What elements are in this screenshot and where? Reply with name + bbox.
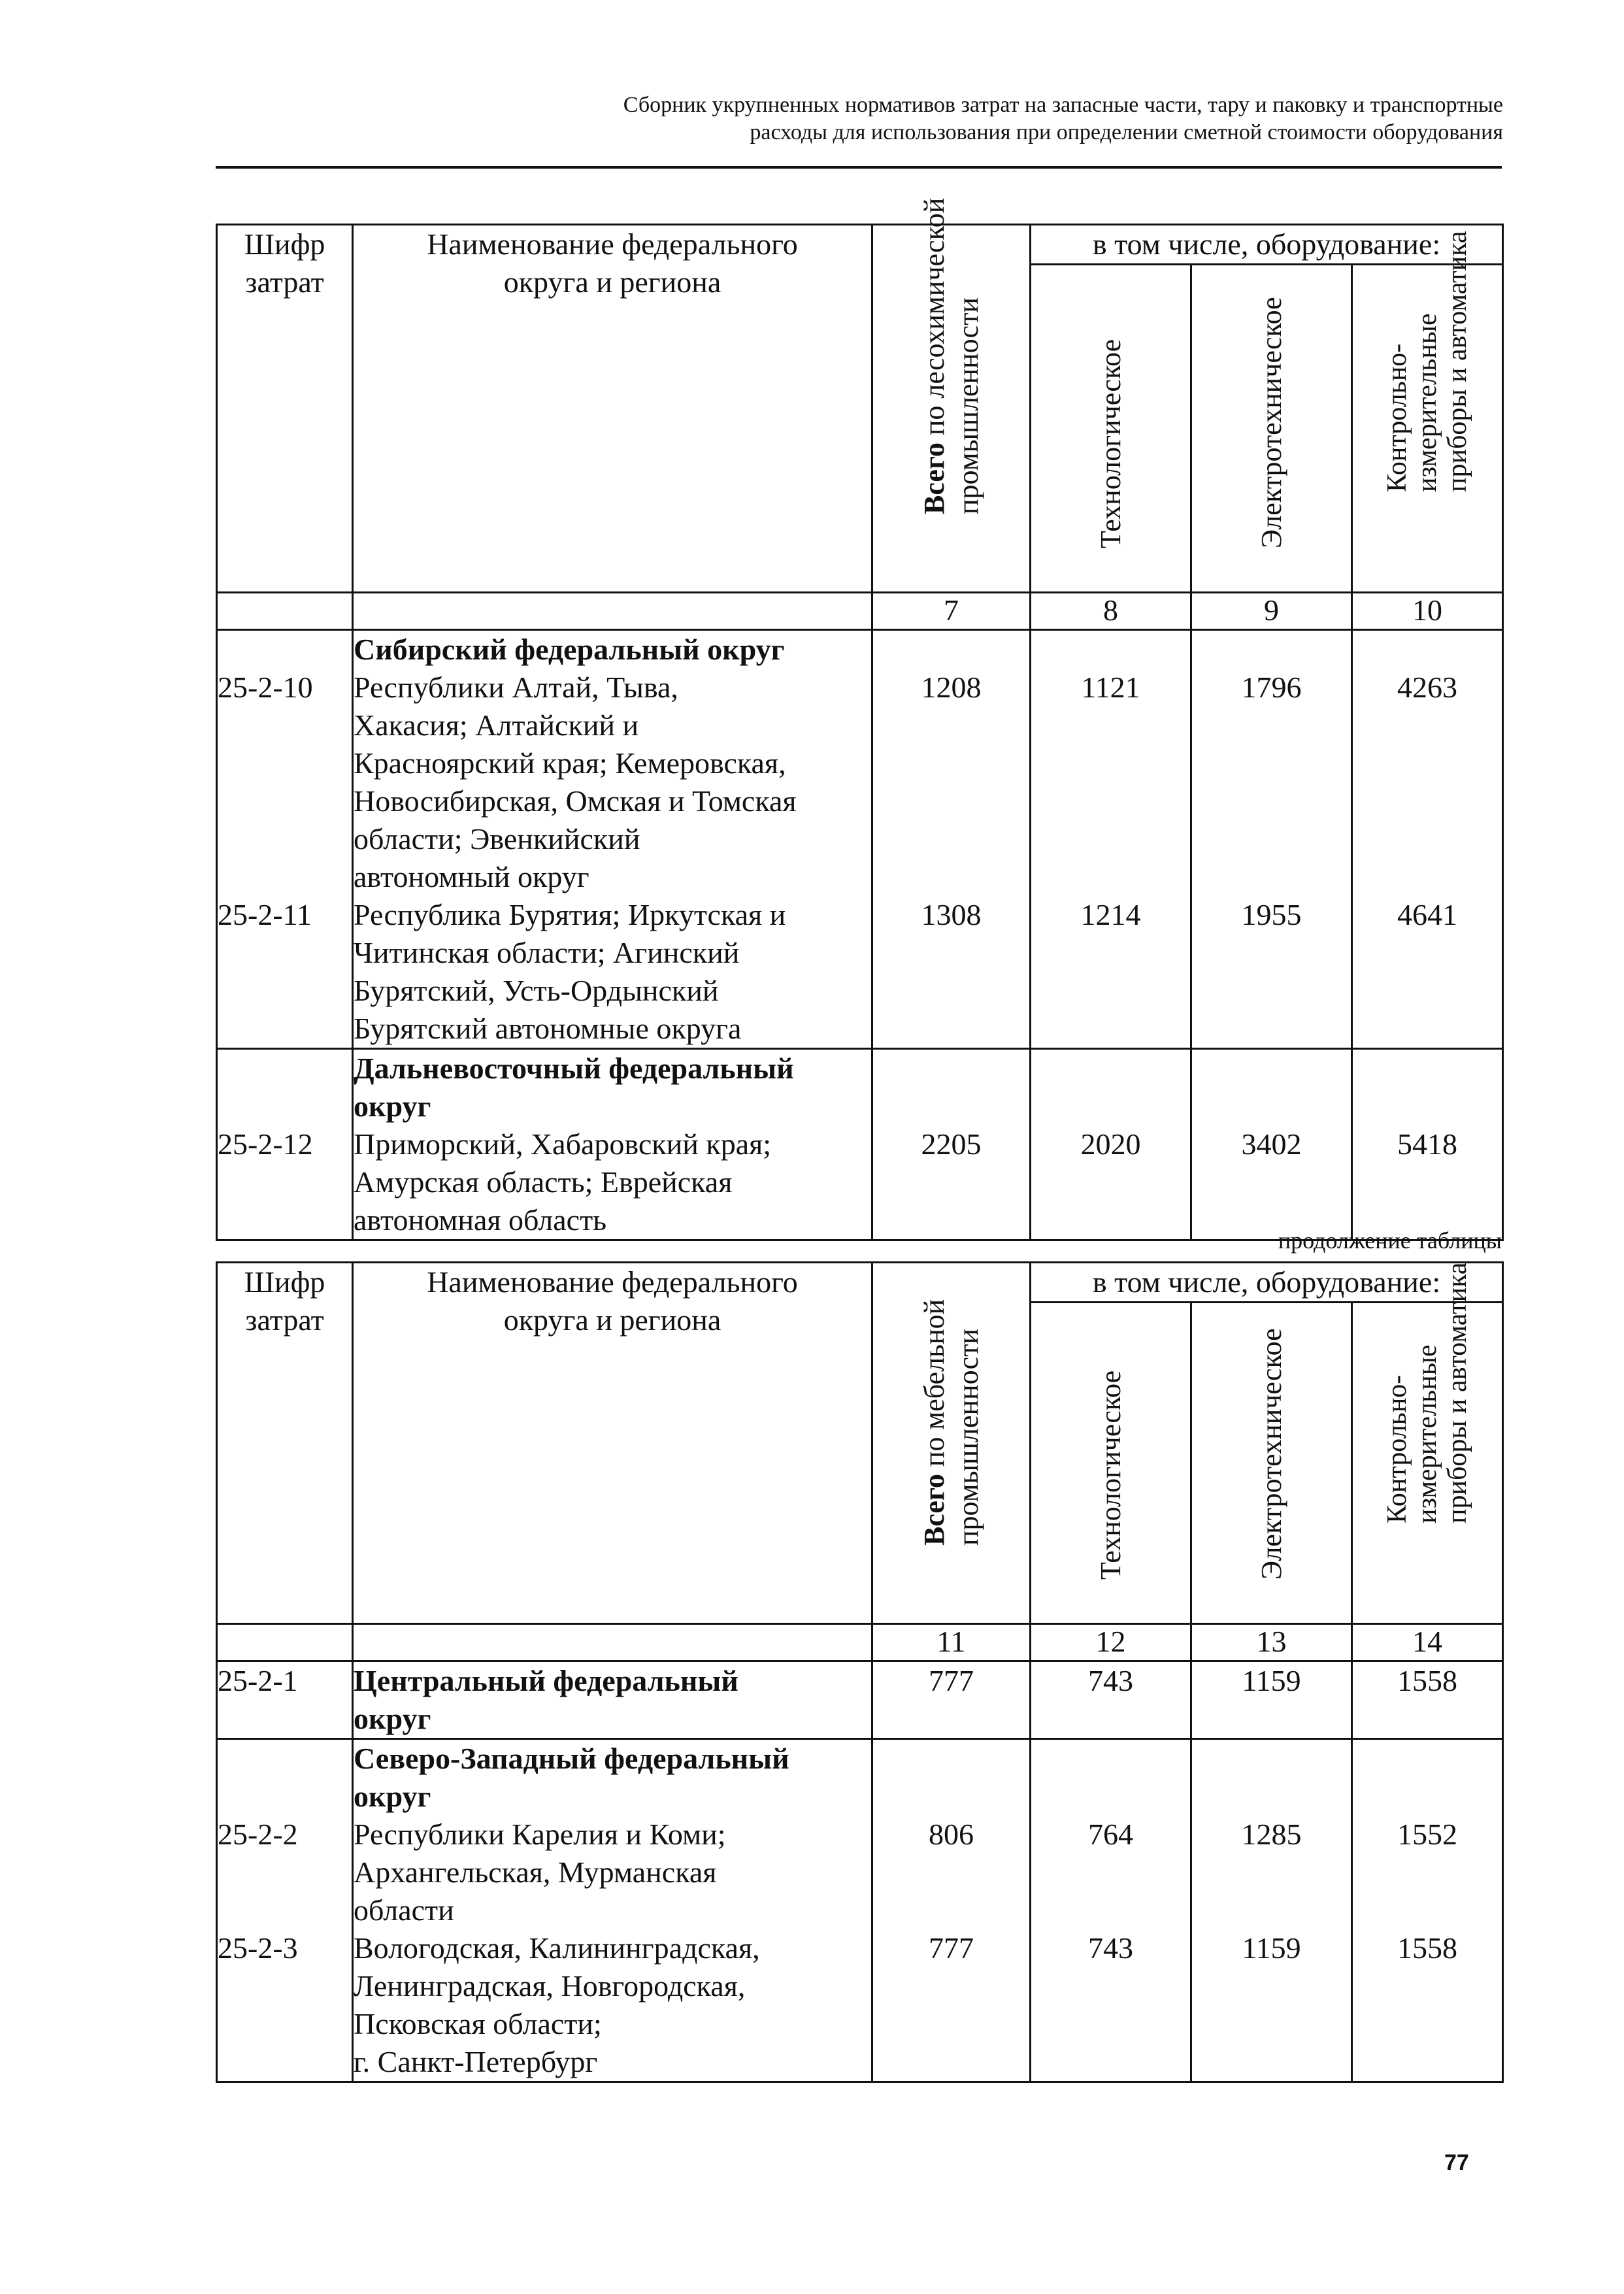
header-equipment-group: в том числе, оборудование:: [1031, 225, 1503, 265]
value-cell: 743: [1031, 1661, 1191, 1739]
value-cell: 4641: [1397, 898, 1457, 931]
header-name-column: Наименование федерального округа и региона: [353, 225, 872, 593]
column-number: 13: [1191, 1624, 1352, 1661]
value-cell: 764: [1088, 1818, 1133, 1851]
column-number: 7: [872, 593, 1031, 630]
column-number: 10: [1352, 593, 1503, 630]
value-cell: 806: [929, 1818, 974, 1851]
value-cell: 777: [929, 1931, 974, 1965]
column-number: 11: [872, 1624, 1031, 1661]
region-name: Красноярский края; Кемеровская,: [354, 746, 786, 780]
region-name: автономная область: [354, 1203, 607, 1237]
value-cell: 1159: [1191, 1661, 1352, 1739]
header-technological: Технологическое: [1031, 265, 1191, 593]
running-header-line-2: расходы для использования при определении сметной стоимости оборудования: [750, 120, 1503, 144]
region-name: Архангельская, Мурманская: [354, 1855, 717, 1889]
header-rule: [216, 166, 1502, 169]
header-electrotechnical: Электротехническое: [1191, 1303, 1352, 1624]
value-cell: 1796: [1241, 671, 1302, 704]
section-title: Дальневосточный федеральный: [354, 1052, 794, 1085]
region-name: Республика Бурятия; Иркутская и: [354, 898, 786, 931]
region-name: Псковская области;: [354, 2007, 602, 2040]
cost-code: 25-2-10: [218, 671, 313, 704]
region-name: Республики Алтай, Тыва,: [354, 671, 678, 704]
header-electrotechnical: Электротехническое: [1191, 265, 1352, 593]
region-name: Новосибирская, Омская и Томская: [354, 784, 797, 818]
region-name: Читинская области; Агинский: [354, 936, 740, 969]
value-cell: 2020: [1080, 1127, 1141, 1161]
header-total-furniture: Всего по мебельной промышленности: [872, 1263, 1031, 1624]
value-cell: 1121: [1081, 671, 1140, 704]
value-cell: 743: [1088, 1931, 1133, 1965]
value-cell: 1308: [921, 898, 982, 931]
region-name: Вологодская, Калининградская,: [354, 1931, 760, 1965]
table-row: [217, 1739, 1503, 2082]
value-cell: 5418: [1397, 1127, 1457, 1161]
region-name: Бурятский автономные округа: [354, 1012, 742, 1045]
column-number: 9: [1191, 593, 1352, 630]
header-total-forest-chemical: Всего по лесохимической промышленности: [872, 225, 1031, 593]
region-name: г. Санкт-Петербург: [354, 2045, 598, 2078]
cost-code: 25-2-3: [218, 1931, 298, 1965]
value-cell: 1159: [1242, 1931, 1301, 1965]
header-instrumentation: Контрольно- измерительные приборы и автоматика: [1352, 265, 1503, 593]
section-title: Сибирский федеральный округ: [354, 633, 785, 666]
header-equipment-group: в том числе, оборудование:: [1031, 1263, 1503, 1303]
section-title: округ: [354, 1702, 431, 1735]
norms-table-forest-chemical: [216, 197, 1504, 1241]
region-name: Бурятский, Усть-Ордынский: [354, 974, 719, 1007]
section-title: округ: [354, 1780, 431, 1813]
header-code-column: Шифр затрат: [217, 1263, 353, 1624]
value-cell: 3402: [1241, 1127, 1302, 1161]
table-row: [217, 1049, 1503, 1240]
value-cell: 2205: [921, 1127, 982, 1161]
value-cell: 1214: [1080, 898, 1141, 931]
value-cell: 1558: [1397, 1931, 1457, 1965]
value-cell: 1558: [1352, 1661, 1503, 1739]
section-title: Северо-Западный федеральный: [354, 1742, 789, 1775]
column-number: 14: [1352, 1624, 1503, 1661]
region-name: Приморский, Хабаровский края;: [354, 1127, 772, 1161]
cost-code: 25-2-1: [217, 1661, 353, 1739]
header-name-column: Наименование федерального округа и региона: [353, 1263, 872, 1624]
running-header-line-1: Сборник укрупненных нормативов затрат на запасные части, тару и паковку и транспортные: [623, 93, 1503, 117]
region-name: Хакасия; Алтайский и: [354, 708, 639, 742]
section-title: округ: [354, 1089, 431, 1123]
column-number: 12: [1031, 1624, 1191, 1661]
value-cell: 1955: [1241, 898, 1302, 931]
value-cell: 1208: [921, 671, 982, 704]
region-name: автономный округ: [354, 860, 589, 893]
table-row: [217, 630, 1503, 1049]
page-number: 77: [1444, 2150, 1469, 2175]
header-code-column: Шифр затрат: [217, 225, 353, 593]
region-name: Амурская область; Еврейская: [354, 1165, 733, 1199]
continuation-label: продолжение таблицы: [1278, 1227, 1502, 1254]
value-cell: 4263: [1397, 671, 1457, 704]
region-name: области: [354, 1893, 454, 1927]
cost-code: 25-2-2: [218, 1818, 298, 1851]
norms-table-furniture: [216, 1261, 1504, 2083]
cost-code: 25-2-12: [218, 1127, 313, 1161]
table-row: [217, 1661, 1503, 1739]
region-name: Республики Карелия и Коми;: [354, 1818, 726, 1851]
running-header: [216, 91, 1503, 146]
header-instrumentation: Контрольно- измерительные приборы и автоматика: [1352, 1303, 1503, 1624]
column-number: 8: [1031, 593, 1191, 630]
region-name: области; Эвенкийский: [354, 822, 640, 856]
value-cell: 1285: [1241, 1818, 1302, 1851]
cost-code: 25-2-11: [218, 898, 312, 931]
value-cell: 1552: [1397, 1818, 1457, 1851]
section-title: Центральный федеральный: [354, 1664, 738, 1697]
header-technological: Технологическое: [1031, 1303, 1191, 1624]
region-name: Ленинградская, Новгородская,: [354, 1969, 746, 2003]
value-cell: 777: [872, 1661, 1031, 1739]
